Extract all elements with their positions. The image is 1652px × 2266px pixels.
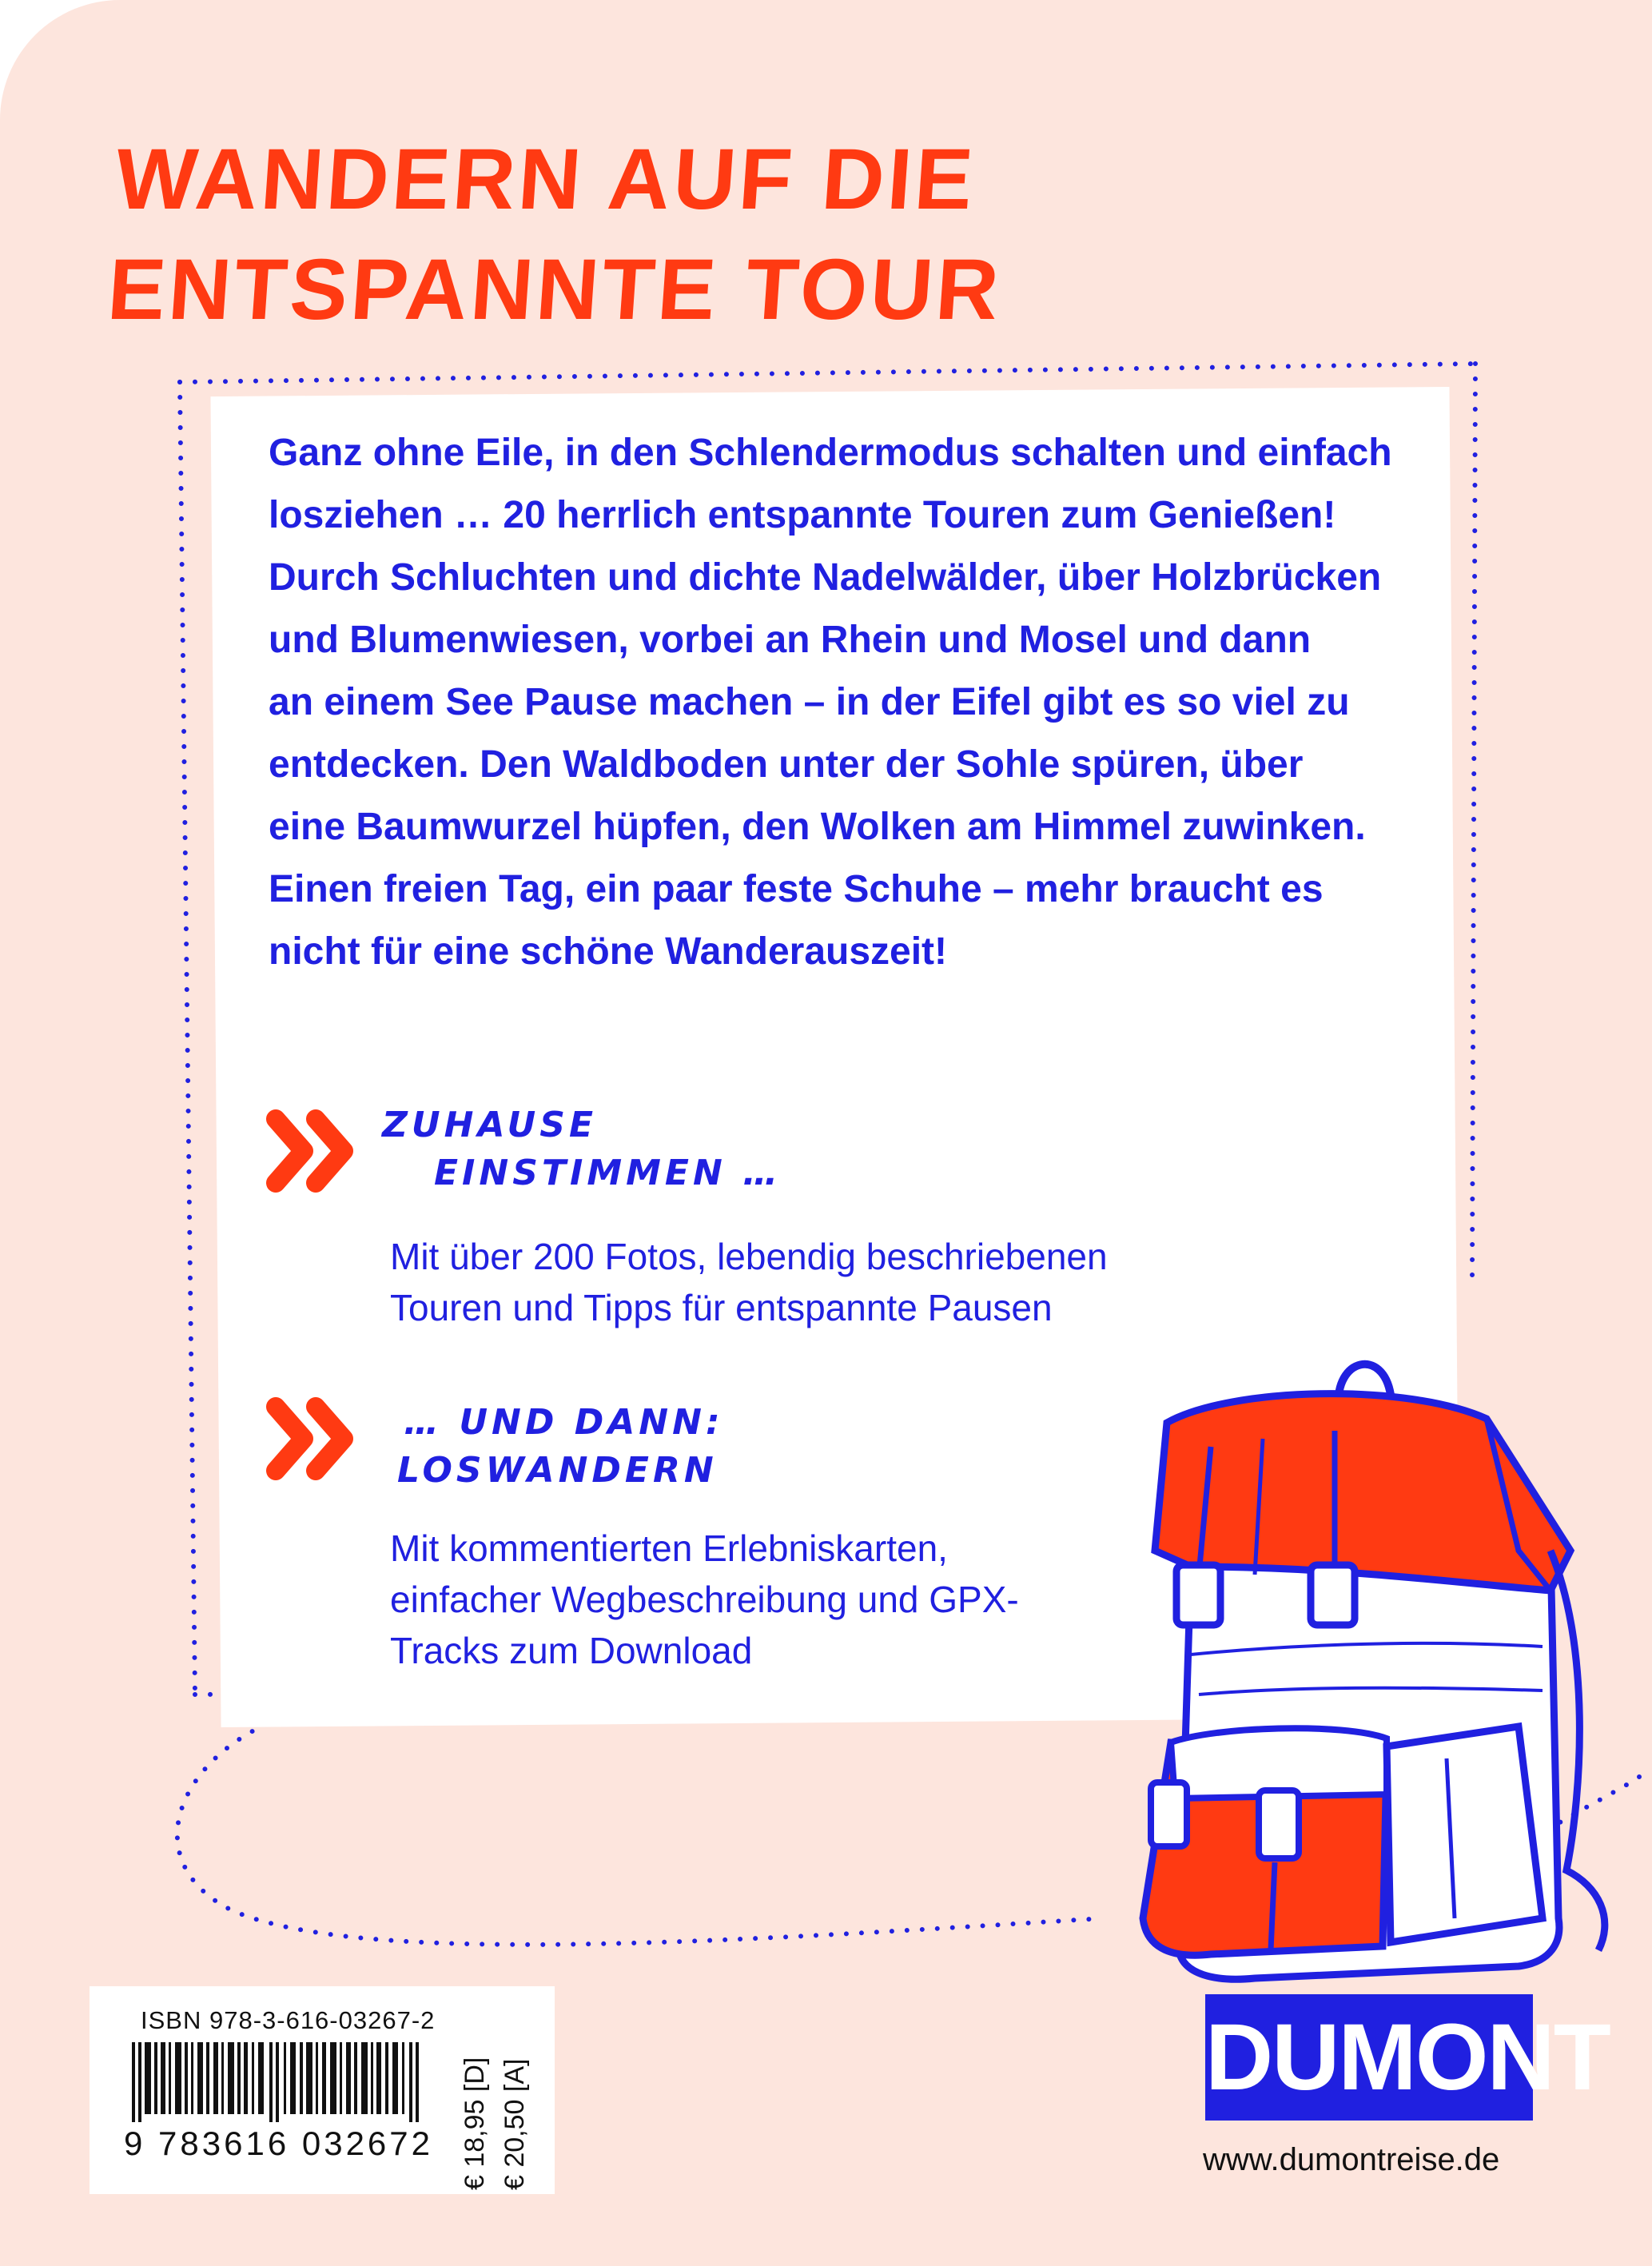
double-chevron-icon xyxy=(264,1395,360,1483)
feature-text-line: Mit über 200 Fotos, lebendig beschriebenen xyxy=(390,1236,1108,1277)
feature-text-line: Mit kommentierten Erlebniskarten, xyxy=(390,1527,948,1569)
feature-heading-2 xyxy=(397,1399,724,1495)
intro-line: Einen freien Tag, ein paar feste Schuhe – mehr braucht es xyxy=(269,868,1324,910)
feature-heading-line: … UND DANN: xyxy=(404,1402,724,1443)
feature-heading-line: EINSTIMMEN … xyxy=(434,1153,782,1193)
publisher-url[interactable]: www.dumontreise.de xyxy=(1203,2142,1500,2177)
intro-line: Durch Schluchten und dichte Nadelwälder, über Holzbrücken xyxy=(269,556,1382,599)
intro-line: losziehen … 20 herrlich entspannte Touren zum Genießen! xyxy=(269,494,1336,536)
intro-line: eine Baumwurzel hüpfen, den Wolken am Himmel zuwinken. xyxy=(269,806,1366,848)
feature-text-1 xyxy=(390,1231,1108,1333)
feature-text-2 xyxy=(390,1523,1019,1676)
feature-heading-1 xyxy=(382,1101,782,1197)
price-at: € 20,50 [A] xyxy=(500,2058,530,2190)
title-line-1: WANDERN AUF DIE xyxy=(112,130,980,227)
isbn-text: ISBN 978-3-616-03267-2 xyxy=(141,2006,436,2034)
barcode-icon xyxy=(132,2042,424,2122)
page-title xyxy=(104,124,1318,344)
double-chevron-icon xyxy=(264,1107,360,1195)
intro-paragraph xyxy=(269,422,1451,983)
publisher-logo: DUMONT xyxy=(1205,1994,1533,2121)
feature-heading-line: LOSWANDERN xyxy=(397,1450,718,1491)
feature-text-line: Touren und Tipps für entspannte Pausen xyxy=(390,1287,1053,1328)
backpack-icon xyxy=(1071,1311,1614,2030)
intro-line: nicht für eine schöne Wanderauszeit! xyxy=(269,930,948,973)
price-de: € 18,95 [D] xyxy=(460,2057,490,2190)
intro-line: an einem See Pause machen – in der Eifel gibt es so viel zu xyxy=(269,681,1350,723)
intro-line: Ganz ohne Eile, in den Schlendermodus schalten und einfach xyxy=(269,432,1392,474)
feature-text-line: Tracks zum Download xyxy=(390,1630,753,1671)
barcode-digits: 9 783616 032672 xyxy=(124,2125,433,2162)
title-line-2: ENTSPANNTE TOUR xyxy=(104,241,1005,337)
intro-line: und Blumenwiesen, vorbei an Rhein und Mosel und dann xyxy=(269,619,1312,661)
feature-heading-line: ZUHAUSE xyxy=(382,1105,598,1145)
intro-line: entdecken. Den Waldboden unter der Sohle spüren, über xyxy=(269,743,1304,786)
feature-text-line: einfacher Wegbeschreibung und GPX- xyxy=(390,1579,1019,1620)
